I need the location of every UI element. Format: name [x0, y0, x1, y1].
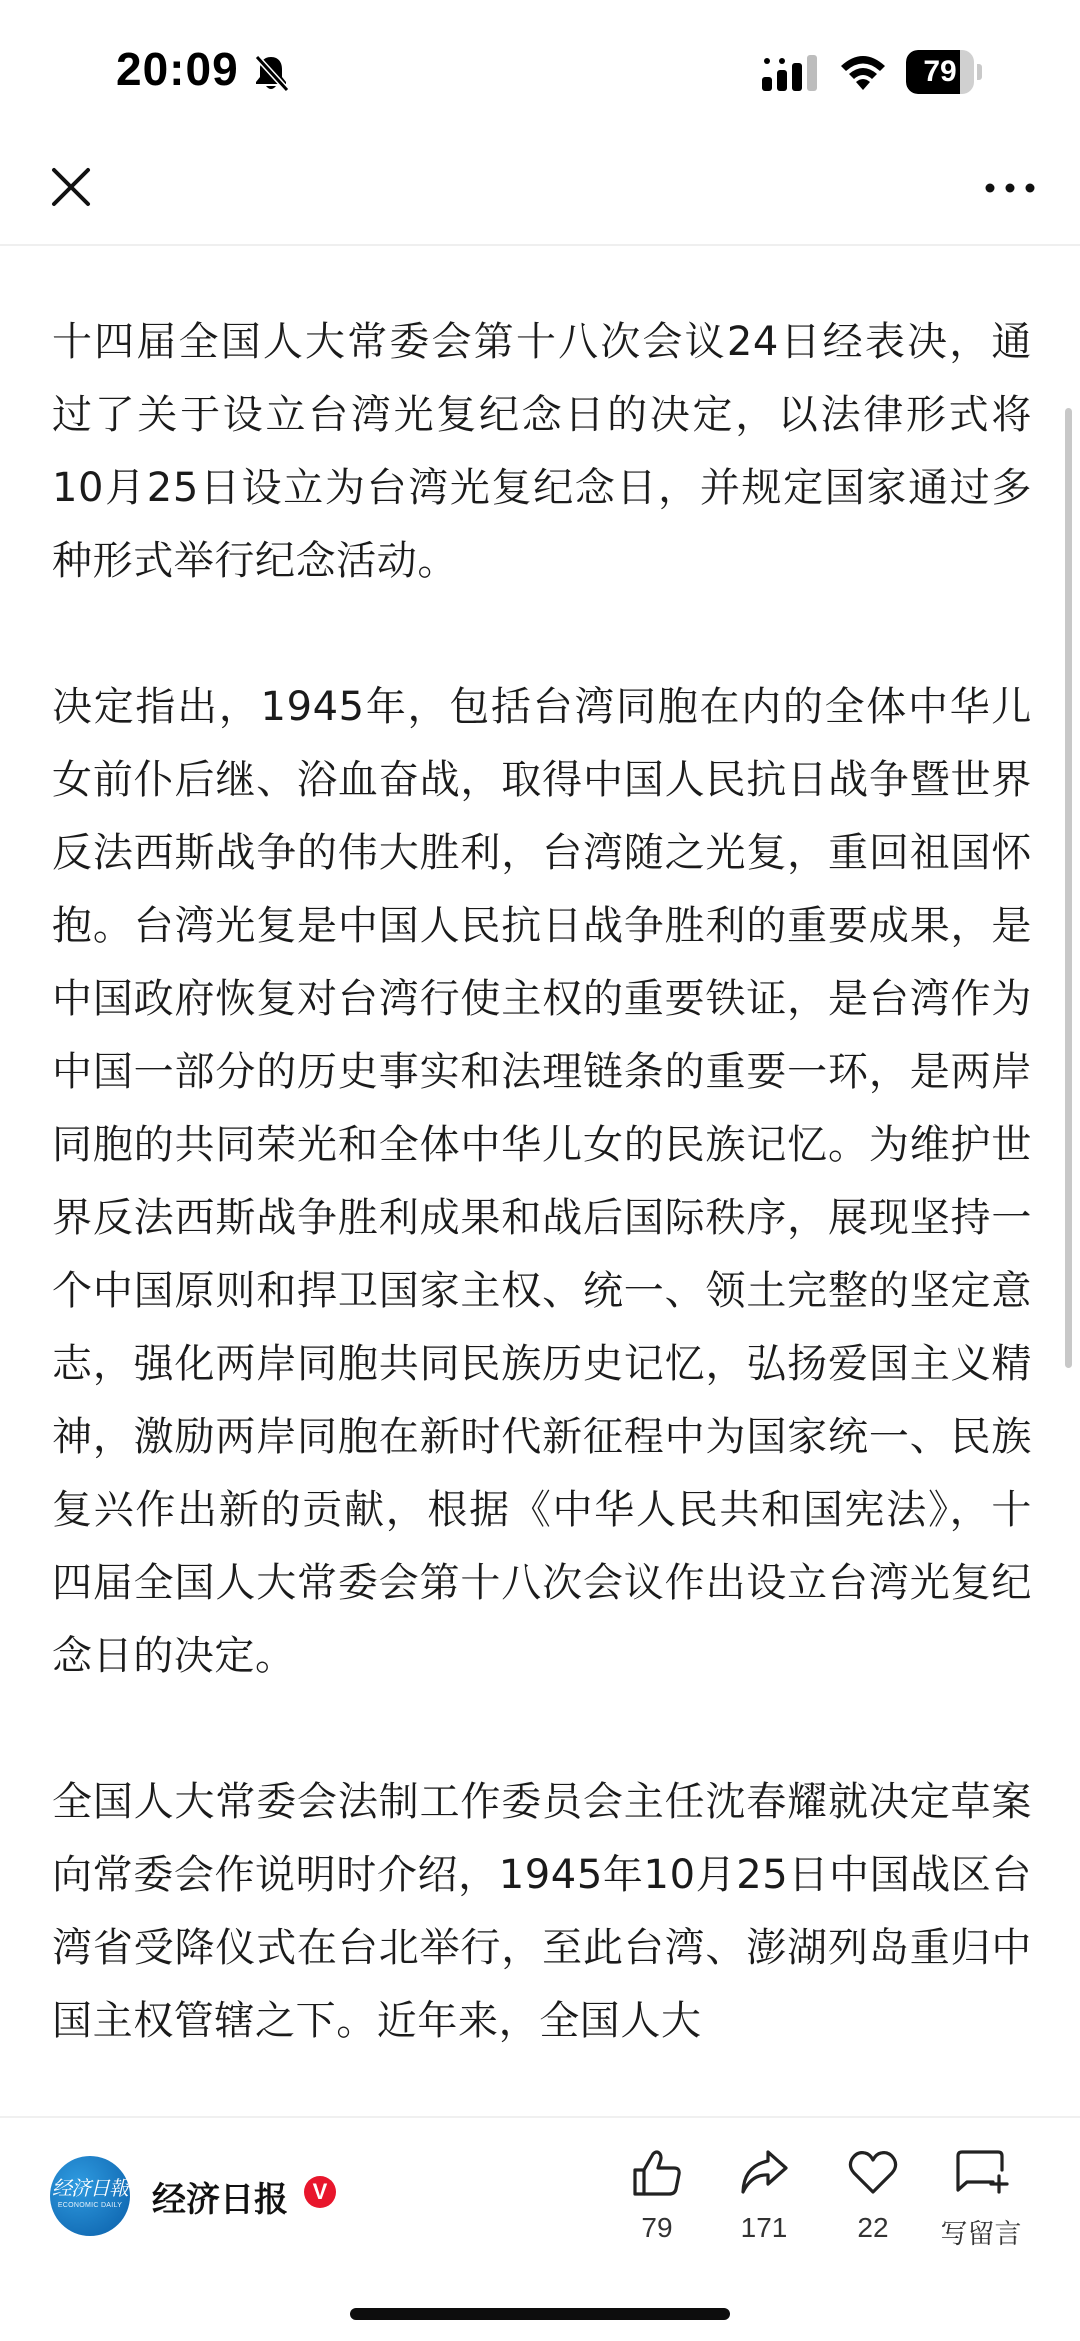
- favorite-count: 22: [857, 2212, 889, 2243]
- article-paragraph: 决定指出，1945年，包括台湾同胞在内的全体中华儿女前仆后继、浴血奋战，取得中国人民抗日战争暨世界反法西斯战争的伟大胜利，台湾随之光复，重回祖国怀抱。台湾光复是中国人民抗日战争胜利的重要成果，是中国政府恢复对台湾行使主权的重要铁证，是台湾作为中国一部分的历史事实和法理链条的重要一环，是两岸同胞的共同荣光和全体中华儿女的民族记忆。为维护世界反法西斯战争胜利成果和战后国际秩序，展现坚持一个中国原则和捍卫国家主权、统一、领土完整的坚定意志，强化两岸同胞共同民族历史记忆，弘扬爱国主义精神，激励两岸同胞在新时代新征程中为国家统一、民族复兴作出新的贡献，根据《中华人民共和国宪法》，十四届全国人大常委会第十八次会议作出设立台湾光复纪念日的决定。: [52, 684, 1032, 1679]
- share-count: 171: [740, 2212, 788, 2243]
- bell-off-icon: [252, 53, 290, 93]
- comment-label: 写留言: [940, 2219, 1022, 2250]
- article-content: [52, 306, 1032, 2116]
- verified-badge: V: [304, 2176, 336, 2208]
- article-body[interactable]: [0, 246, 1080, 2116]
- scrollbar[interactable]: [1065, 408, 1072, 1368]
- avatar-logo-subtext: ECONOMIC DAILY: [57, 2202, 123, 2209]
- share-button[interactable]: [719, 2148, 809, 2244]
- article-paragraph: 十四届全国人大常委会第十八次会议24日经表决，通过了关于设立台湾光复纪念日的决定，以法律形式将10月25日设立为台湾光复纪念日，并规定国家通过多种形式举行纪念活动。: [52, 319, 1032, 584]
- heart-icon: [847, 2148, 899, 2198]
- status-bar: [0, 0, 1080, 150]
- thumbs-up-icon: [631, 2148, 683, 2198]
- comment-button[interactable]: [936, 2148, 1026, 2251]
- home-indicator[interactable]: [350, 2308, 730, 2320]
- wifi-icon: [838, 50, 888, 92]
- favorite-button[interactable]: [828, 2148, 918, 2244]
- nav-bar: [0, 150, 1080, 246]
- article-paragraph: 全国人大常委会法制工作委员会主任沈春耀就决定草案向常委会作说明时介绍，1945年10月25日中国战区台湾省受降仪式在台北举行，至此台湾、澎湖列岛重归中国主权管辖之下。近年来，全国人大: [52, 1779, 1032, 2044]
- close-icon[interactable]: [48, 164, 94, 210]
- comment-plus-icon: [953, 2148, 1009, 2198]
- author-name[interactable]: 经济日报: [152, 2180, 288, 2220]
- battery-body: [906, 50, 974, 94]
- avatar[interactable]: [50, 2156, 130, 2236]
- more-icon[interactable]: [984, 178, 1036, 198]
- like-button[interactable]: [612, 2148, 702, 2244]
- status-time: 20:09: [116, 43, 239, 95]
- battery-icon: [906, 50, 982, 94]
- avatar-logo-text: 经济日報: [52, 2176, 128, 2200]
- battery-level: 79: [923, 55, 957, 88]
- battery-cap: [977, 64, 982, 80]
- signal-icon: [762, 55, 820, 93]
- share-icon: [738, 2148, 790, 2198]
- like-count: 79: [641, 2212, 673, 2243]
